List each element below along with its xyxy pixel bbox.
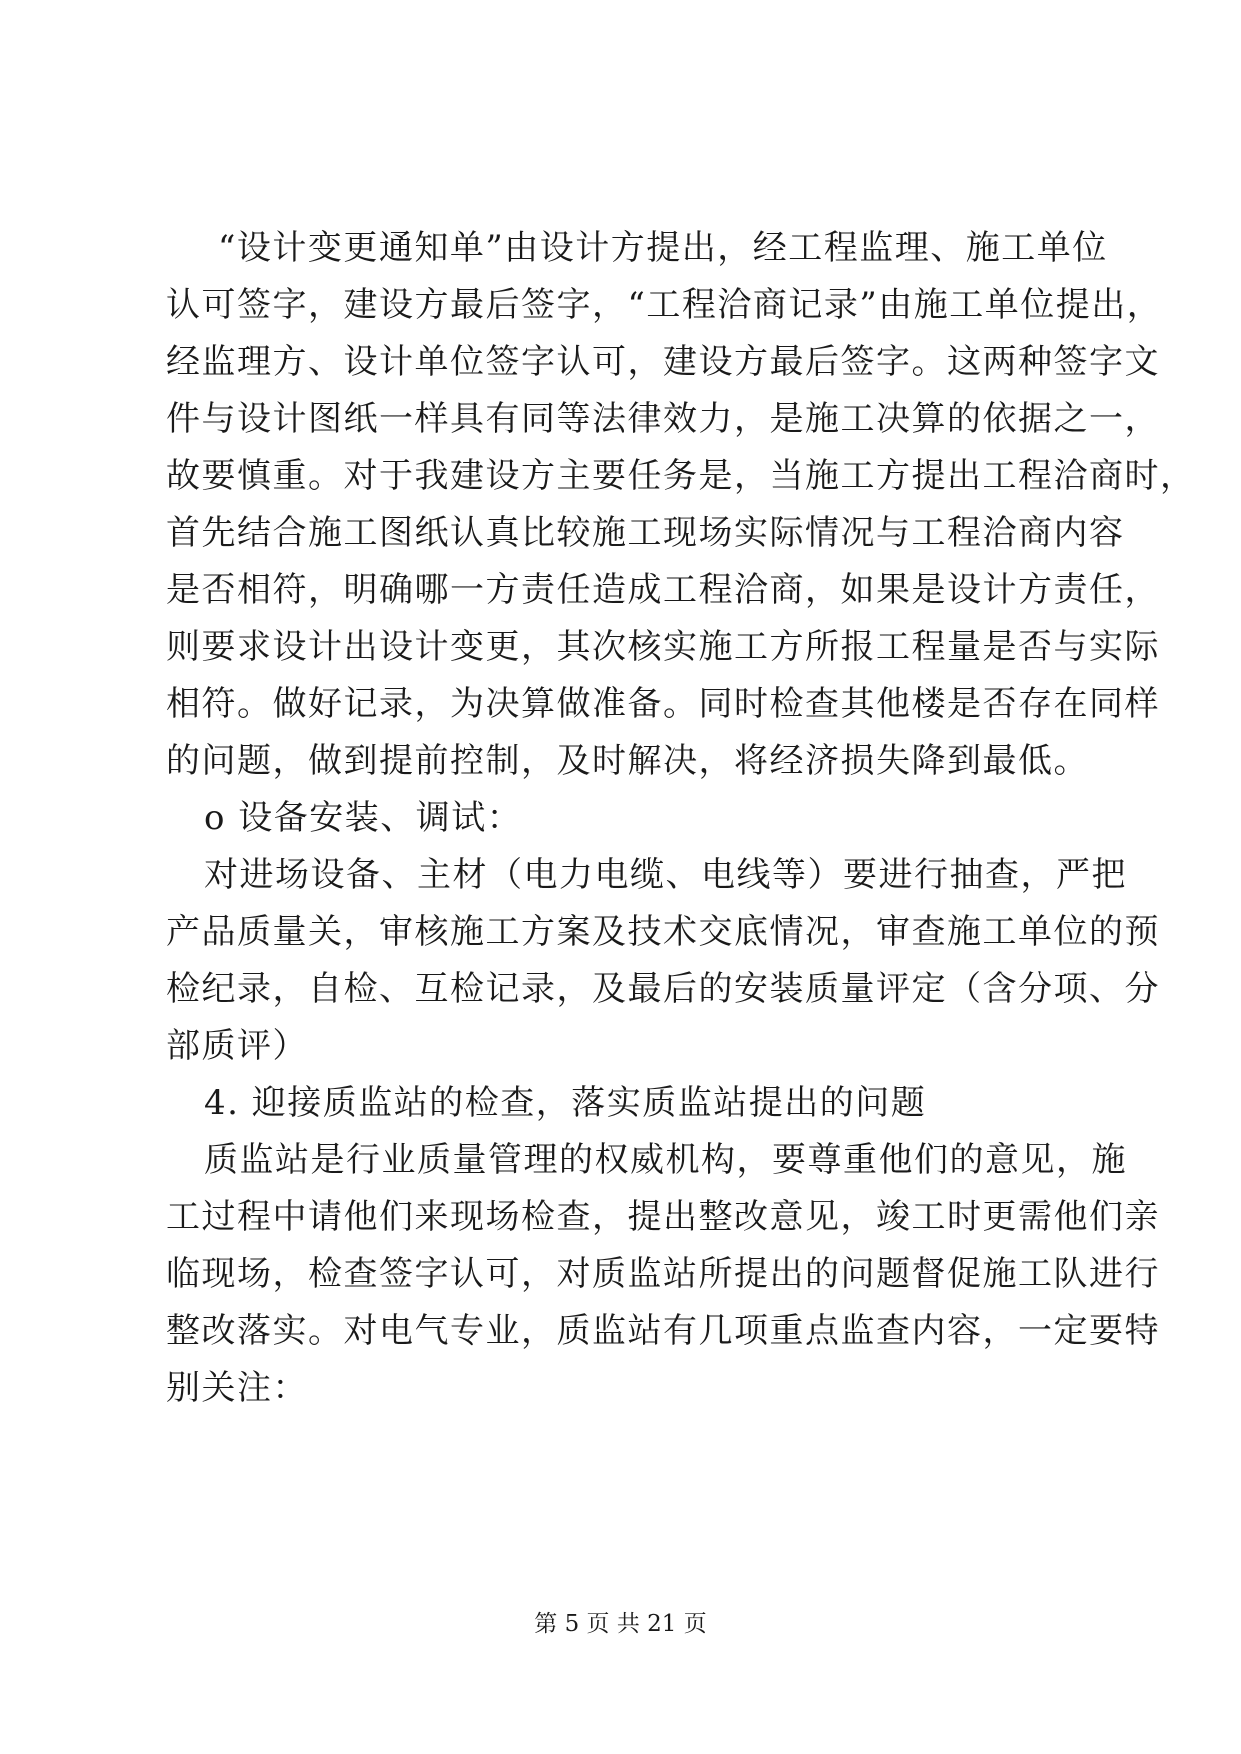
paragraph-line-15: 部质评） (166, 1026, 308, 1066)
section-heading-equipment: o 设备安装、调试： (204, 798, 523, 838)
paragraph-line-10: 的问题，做到提前控制，及时解决，将经济损失降到最低。 (166, 741, 1089, 781)
paragraph-line-3: 经监理方、设计单位签字认可，建设方最后签字。这两种签字文 (166, 342, 1160, 382)
section-heading-4: 4. 迎接质监站的检查，落实质监站提出的问题 (204, 1083, 927, 1123)
paragraph-line-4: 件与设计图纸一样具有同等法律效力，是施工决算的依据之一， (166, 399, 1160, 439)
paragraph-line-2: 认可签字，建设方最后签字，“工程洽商记录”由施工单位提出， (166, 285, 1163, 325)
page-number: 第 5 页 共 21 页 (534, 1611, 707, 1637)
paragraph-line-5: 故要慎重。对于我建设方主要任务是，当施工方提出工程洽商时， (166, 456, 1196, 496)
paragraph-line-17: 质监站是行业质量管理的权威机构，要尊重他们的意见，施 (204, 1140, 1127, 1180)
paragraph-line-6: 首先结合施工图纸认真比较施工现场实际情况与工程洽商内容 (166, 513, 1125, 553)
paragraph-line-14: 检纪录，自检、互检记录，及最后的安装质量评定（含分项、分 (166, 969, 1160, 1009)
paragraph-line-9: 相符。做好记录，为决算做准备。同时检查其他楼是否存在同样 (166, 684, 1160, 724)
paragraph-line-20: 整改落实。对电气专业，质监站有几项重点监查内容，一定要特 (166, 1311, 1160, 1351)
paragraph-line-8: 则要求设计出设计变更，其次核实施工方所报工程量是否与实际 (166, 627, 1160, 667)
paragraph-line-18: 工过程中请他们来现场检查，提出整改意见，竣工时更需他们亲 (166, 1197, 1160, 1237)
paragraph-line-13: 产品质量关，审核施工方案及技术交底情况，审查施工单位的预 (166, 912, 1160, 952)
paragraph-line-1: “设计变更通知单”由设计方提出，经工程监理、施工单位 (218, 228, 1108, 268)
paragraph-line-12: 对进场设备、主材（电力电缆、电线等）要进行抽查，严把 (204, 855, 1127, 895)
paragraph-line-7: 是否相符，明确哪一方责任造成工程洽商，如果是设计方责任， (166, 570, 1160, 610)
paragraph-line-21: 别关注： (166, 1368, 308, 1408)
paragraph-line-19: 临现场，检查签字认可，对质监站所提出的问题督促施工队进行 (166, 1254, 1160, 1294)
